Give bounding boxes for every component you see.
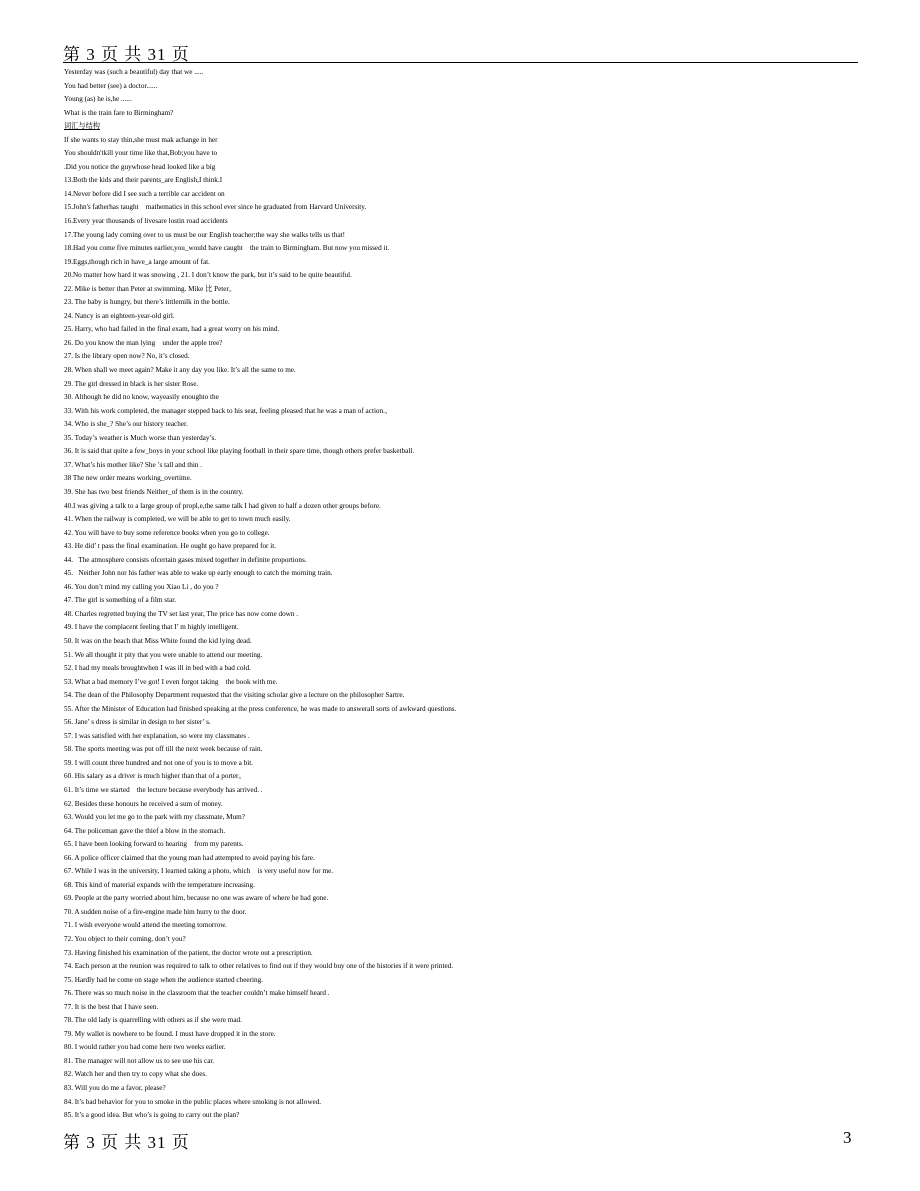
text-line: Yesterday was (such a beautiful) day that we ..... bbox=[64, 68, 204, 76]
text-line: 80. I would rather you had come here two weeks earlier. bbox=[64, 1043, 226, 1052]
text-line: 61. It’s time we started the lecture because everybody has arrived. . bbox=[64, 785, 263, 794]
text-line: 81. The manager will not allow us to see use his car. bbox=[64, 1056, 215, 1065]
text-line: 15.John's fatherhas taught mathematics in this school ever since he graduated from Harvard University. bbox=[64, 203, 367, 212]
text-line: 16.Every year thousands of livesare lostin road accidents bbox=[64, 217, 228, 226]
text-line: 13.Both the kids and their parents_are English,I think.I bbox=[64, 176, 223, 185]
text-line: 60. His salary as a driver is much higher than that of a porter。 bbox=[64, 772, 246, 781]
text-line: 77. It is the best that I have seen. bbox=[64, 1002, 159, 1011]
text-line: 28. When shall we meet again? Make it any day you like. It’s all the same to me. bbox=[64, 366, 296, 375]
text-line: 79. My wallet is nowhere to be found. I must have dropped it in the store. bbox=[64, 1029, 276, 1038]
text-line: 38 The new order means working_overtime. bbox=[64, 474, 192, 483]
text-line: 14.Never before did I see such a terrible car accident on bbox=[64, 189, 225, 198]
text-line: 42. You will have to buy some reference books when you go to college. bbox=[64, 528, 270, 537]
text-line: 53. What a bad memory I’ve got! I even forgot taking the book with me. bbox=[64, 677, 278, 686]
text-line: 74. Each person at the reunion was required to talk to other relatives to find out if they would buy one of the histories if it were printed. bbox=[64, 962, 454, 971]
text-line: 39. She has two best friends Neither_of them is in the country. bbox=[64, 487, 244, 496]
text-line: Young (as) he is,he ...... bbox=[64, 95, 132, 104]
text-line: 47. The girl is something of a film star. bbox=[64, 596, 177, 605]
text-line: If she wants to stay thin,she must mak achange in her bbox=[64, 135, 218, 144]
text-line: 44. The atmosphere consists ofcertain gases mixed together in definite proportions. bbox=[64, 555, 307, 564]
text-line: 35. Today’s weather is Much worse than yesterday’s. bbox=[64, 433, 217, 442]
text-line: 83. Will you do me a favor, please? bbox=[64, 1084, 166, 1093]
text-line: 34. Who is she_? She’s our history teacher. bbox=[64, 420, 188, 429]
text-line: 30. Although he did no know, wayeasily enoughto the bbox=[64, 393, 219, 402]
text-line: 43. He did’ t pass the final examination. He ought go have prepared for it. bbox=[64, 542, 277, 551]
text-line: 45. Neither John nor his father was able to wake up early enough to catch the morning train. bbox=[64, 569, 333, 578]
text-line: 37. What’s his mother like? She ’s tall and thin . bbox=[64, 460, 203, 469]
page-footer-label: 第 3 页 共 31 页 bbox=[63, 1133, 190, 1152]
text-line: 20.No matter how hard it was snowing , 21. I don’t know the park, but it’s said to be quite beautiful. bbox=[64, 271, 352, 280]
text-line: 65. I have been looking forward to hearing from my parents. bbox=[64, 840, 244, 849]
text-line: 52. I had my meals broughtwhen I was ill in bed with a bad cold. bbox=[64, 664, 251, 673]
text-line: 68. This kind of material expands with the temperature increasing. bbox=[64, 880, 255, 889]
text-line: 25. Harry, who had failed in the final exam, had a great worry on his mind. bbox=[64, 325, 280, 334]
text-line: .Did you notice the guywhose head looked like a big bbox=[64, 162, 216, 171]
document-body bbox=[64, 66, 864, 1123]
text-line: 64. The policeman gave the thief a blow in the stomach. bbox=[64, 826, 226, 835]
text-line: 82. Watch her and then try to copy what she does. bbox=[64, 1070, 208, 1079]
text-line: 54. The dean of the Philosophy Department requested that the visiting scholar give a lecture on the philosopher Sartre. bbox=[64, 691, 405, 700]
text-line: 76. There was so much noise in the classroom that the teacher couldn’t make himself heard . bbox=[64, 989, 330, 998]
text-line: 75. Hardly had he come on stage when the audience started cheering. bbox=[64, 975, 263, 984]
header-divider bbox=[63, 62, 858, 63]
text-line: 41. When the railway is completed, we will be able to get to town much easily. bbox=[64, 515, 291, 524]
text-line: 17.The young lady coming over to us must be our English teacher;the way she walks tells us that! bbox=[64, 230, 346, 239]
text-line: 84. It’s bad behavior for you to smoke in the public places where smoking is not allowed. bbox=[64, 1097, 322, 1106]
text-line: 50. It was on the beach that Miss White found the kid lying dead. bbox=[64, 636, 252, 645]
text-line: 73. Having finished his examination of the patient, the doctor wrote out a prescription. bbox=[64, 948, 313, 957]
text-line: You shouldn'tkill your time like that,Bob;you have to bbox=[64, 149, 218, 158]
text-line: 40.I was giving a talk to a large group of propl,e,the same talk I had given to half a dozen other groups before. bbox=[64, 501, 381, 510]
text-line: 71. I wish everyone would attend the meeting tomorrow. bbox=[64, 921, 227, 930]
text-line: 66. A police officer claimed that the young man had attempted to avoid paying his fare. bbox=[64, 853, 315, 862]
text-line: 29. The girl dressed in black is her sister Rose. bbox=[64, 379, 199, 388]
text-line: 22. Mike is better than Peter at swimming. Mike 比 Peter。 bbox=[64, 284, 237, 293]
text-line: 69. People at the party worried about him, because no one was aware of where he had gone. bbox=[64, 894, 329, 903]
text-line: 67. While I was in the university, I learned taking a photo, which is very useful now for me. bbox=[64, 867, 334, 876]
text-line: 78. The old lady is quarrelling with others as if she were mad. bbox=[64, 1016, 242, 1025]
text-line: 49. I have the complacent feeling that I’ m highly intelligent. bbox=[64, 623, 239, 632]
section-heading: 词汇与结构 bbox=[64, 122, 100, 131]
text-line: 26. Do you know the man lying under the apple tree? bbox=[64, 338, 223, 347]
text-line: You had better (see) a doctor...... bbox=[64, 81, 158, 90]
text-line: 19.Eggs,though rich in have_a large amount of fat. bbox=[64, 257, 210, 266]
text-line: 27. Is the library open now? No, it’s closed. bbox=[64, 352, 190, 361]
text-line: 62. Besides these honours he received a sum of money. bbox=[64, 799, 223, 808]
text-line: 33. With his work completed, the manager stepped back to his seat, feeling pleased that he was a man of action.、 bbox=[64, 406, 393, 415]
text-line: 55. After the Minister of Education had finished speaking at the press conference, he was made to answerall sorts of awkward questions. bbox=[64, 704, 457, 713]
text-line: 58. The sports meeting was put off till the next week because of rain. bbox=[64, 745, 263, 754]
text-line: 48. Charles regretted buying the TV set last year, The price has now come down . bbox=[64, 609, 299, 618]
text-line: 85. It’s a good idea. But who’s is going to carry out the plan? bbox=[64, 1111, 240, 1120]
text-line: 59. I will count three hundred and not one of you is to move a bit. bbox=[64, 758, 254, 767]
text-line: 24. Nancy is an eighteen-year-old girl. bbox=[64, 311, 175, 320]
text-line: 51. We all thought it pity that you were unable to attend our meeting. bbox=[64, 650, 263, 659]
text-line: 18.Had you come five minutes earlier,you_would have caught the train to Birmingham. But now you missed it. bbox=[64, 244, 390, 253]
text-line: 70. A sudden noise of a fire-engine made him hurry to the door. bbox=[64, 907, 247, 916]
text-line: What is the train fare to Birmingham? bbox=[64, 108, 174, 117]
text-line: 36. It is said that quite a few_boys in your school like playing football in their spare time, though others prefer basketball. bbox=[64, 447, 415, 456]
text-line: 63. Would you let me go to the park with my classmate, Mum? bbox=[64, 813, 245, 822]
text-line: 46. You don’t mind my calling you Xiao Li , do you ? bbox=[64, 582, 219, 591]
page-number: 3 bbox=[843, 1128, 852, 1147]
text-line: 57. I was satisfied with her explanation, so were my classmates . bbox=[64, 731, 250, 740]
text-line: 72. You object to their coming, don’t you? bbox=[64, 935, 186, 943]
page-header: 第 3 页 共 31 页 bbox=[63, 45, 190, 64]
text-line: 23. The baby is hungry, but there’s littlemilk in the bottle. bbox=[64, 298, 230, 307]
text-line: 56. Jane’ s dress is similar in design to her sister’ s. bbox=[64, 718, 211, 727]
